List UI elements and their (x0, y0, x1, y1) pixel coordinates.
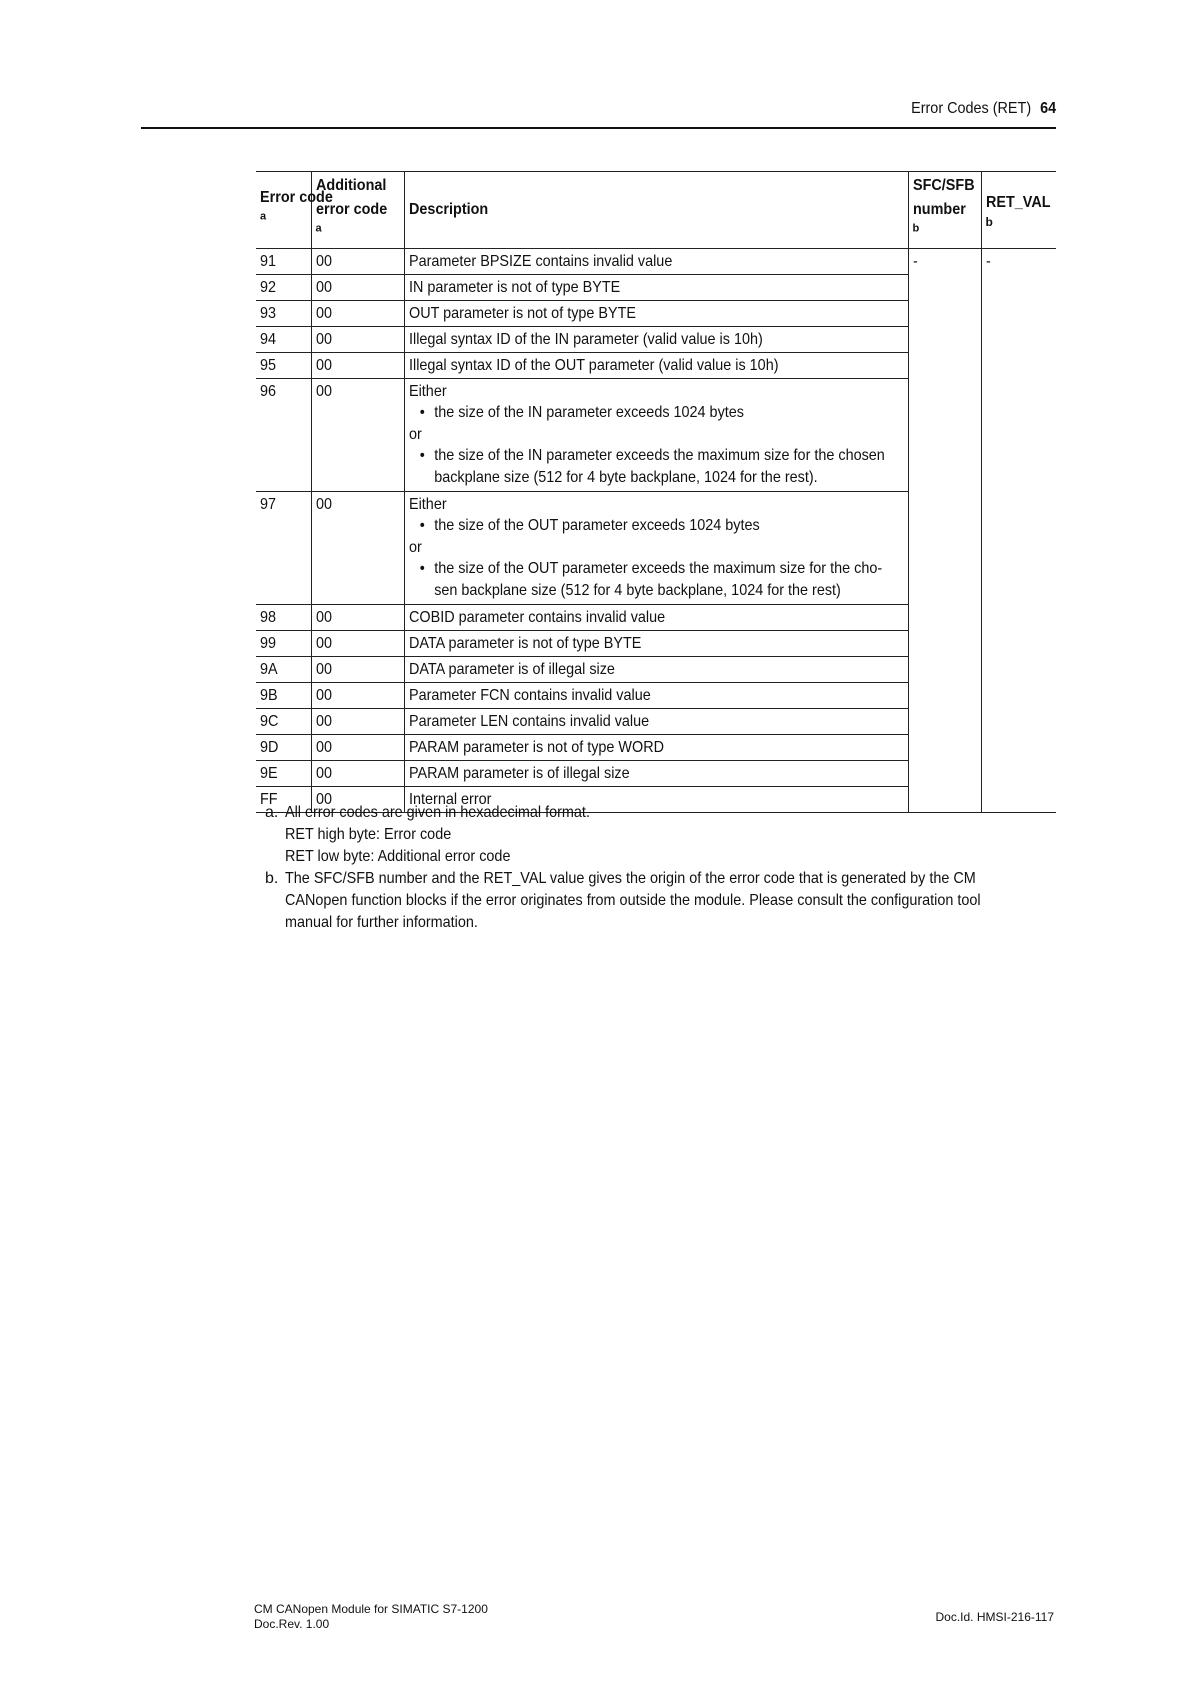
description-cell: Illegal syntax ID of the OUT parameter (valid value is 10h) (404, 353, 908, 379)
bullet-list (409, 445, 903, 489)
col-header-additional-error-code: Additional error code$^a$ (311, 172, 404, 249)
error-code-table (256, 171, 1056, 813)
additional-code-cell: 00 (311, 249, 404, 275)
footnote-a (265, 802, 1055, 868)
col-header-description: Description (404, 172, 908, 249)
additional-code-cell: 00 (311, 735, 404, 761)
table-footnotes (265, 802, 1055, 934)
error-code-cell: 94 (256, 327, 311, 353)
description-cell: PARAM parameter is not of type WORD (404, 735, 908, 761)
additional-code-cell: 00 (311, 761, 404, 787)
desc-or: or (408, 539, 422, 556)
description-cell: IN parameter is not of type BYTE (404, 275, 908, 301)
description-cell: COBID parameter contains invalid value (404, 605, 908, 631)
bullet-item: • the size of the OUT parameter exceeds 1024 bytes (409, 515, 903, 537)
additional-code-cell: 00 (311, 787, 404, 813)
error-code-cell: 99 (256, 631, 311, 657)
desc-or: or (408, 426, 422, 443)
additional-code-cell: 00 (311, 275, 404, 301)
running-header (911, 100, 1056, 118)
additional-code-cell: 00 (311, 605, 404, 631)
footnote-b (265, 868, 1055, 934)
footnote-a-line: All error codes are given in hexadecimal format. (285, 804, 590, 821)
additional-code-cell: 00 (311, 657, 404, 683)
error-code-cell: 98 (256, 605, 311, 631)
col-header-sfc-sfb-number: SFC/SFB number$^b$ (908, 172, 981, 249)
description-cell: Internal error (404, 787, 908, 813)
error-code-cell: 97 (256, 492, 311, 605)
additional-code-cell: 00 (311, 683, 404, 709)
bullet-item: • the size of the IN parameter exceeds 1024 bytes (409, 402, 903, 424)
additional-code-cell: 00 (311, 492, 404, 605)
footnote-b-line: The SFC/SFB number and the RET_VAL value gives the origin of the error code that is generated by the CM (285, 870, 976, 887)
additional-code-cell: 00 (311, 327, 404, 353)
page-number: 64 (1039, 100, 1056, 117)
bullet-item: • the size of the OUT parameter exceeds the maximum size for the cho-sen backplane size (512 for 4 byte backplane, 1024 for the rest) (409, 558, 903, 602)
error-code-cell: 93 (256, 301, 311, 327)
header-title: Error Codes (RET) (910, 100, 1031, 117)
error-code-cell: 92 (256, 275, 311, 301)
description-cell: DATA parameter is not of type BYTE (404, 631, 908, 657)
additional-code-cell: 00 (311, 379, 404, 492)
error-code-cell: FF (256, 787, 311, 813)
description-cell: Parameter BPSIZE contains invalid value (404, 249, 908, 275)
footer-product-info (254, 1602, 488, 1632)
additional-code-cell: 00 (311, 709, 404, 735)
description-cell: Illegal syntax ID of the IN parameter (valid value is 10h) (404, 327, 908, 353)
table-row (256, 249, 1056, 275)
description-cell: Parameter FCN contains invalid value (404, 683, 908, 709)
bullet-list (409, 558, 903, 602)
desc-intro: Either (408, 383, 447, 400)
footnote-a-line: RET high byte: Error code (285, 826, 452, 843)
col-header-ret-val: RET_VAL b (981, 172, 1056, 249)
description-cell (404, 379, 908, 492)
description-cell: OUT parameter is not of type BYTE (404, 301, 908, 327)
description-cell: DATA parameter is of illegal size (404, 657, 908, 683)
error-code-cell: 91 (256, 249, 311, 275)
description-cell: PARAM parameter is of illegal size (404, 761, 908, 787)
footer-doc-id: Doc.Id. HMSI-216-117 (935, 1610, 1054, 1624)
ret-val-cell: - (981, 249, 1056, 813)
desc-intro: Either (408, 496, 447, 513)
additional-code-cell: 00 (311, 353, 404, 379)
footer-doc-rev: Doc.Rev. 1.00 (254, 1617, 330, 1631)
error-code-cell: 95 (256, 353, 311, 379)
error-code-cell: 9A (256, 657, 311, 683)
col-header-error-code: Error code$^a$ (256, 172, 311, 249)
error-code-cell: 9B (256, 683, 311, 709)
additional-code-cell: 00 (311, 631, 404, 657)
footnote-b-line: manual for further information. (285, 914, 478, 931)
error-code-cell: 9C (256, 709, 311, 735)
header-rule (141, 127, 1056, 129)
footnote-a-label: a. (265, 804, 279, 821)
table-header-row (256, 172, 1056, 249)
bullet-list (409, 515, 903, 537)
bullet-list (409, 402, 903, 424)
footnote-b-label: b. (265, 870, 279, 887)
bullet-item: • the size of the IN parameter exceeds the maximum size for the chosen backplane size (512 for 4 byte backplane, 1024 for the rest). (409, 445, 903, 489)
sfc-sfb-number-cell: - (908, 249, 981, 813)
error-code-cell: 9D (256, 735, 311, 761)
additional-code-cell: 00 (311, 301, 404, 327)
footer-product: CM CANopen Module for SIMATIC S7-1200 (254, 1602, 488, 1616)
footnote-a-line: RET low byte: Additional error code (285, 848, 511, 865)
description-cell: Parameter LEN contains invalid value (404, 709, 908, 735)
description-cell (404, 492, 908, 605)
error-code-cell: 96 (256, 379, 311, 492)
error-code-cell: 9E (256, 761, 311, 787)
footnote-b-line: CANopen function blocks if the error originates from outside the module. Please consult the configuration tool (285, 892, 981, 909)
